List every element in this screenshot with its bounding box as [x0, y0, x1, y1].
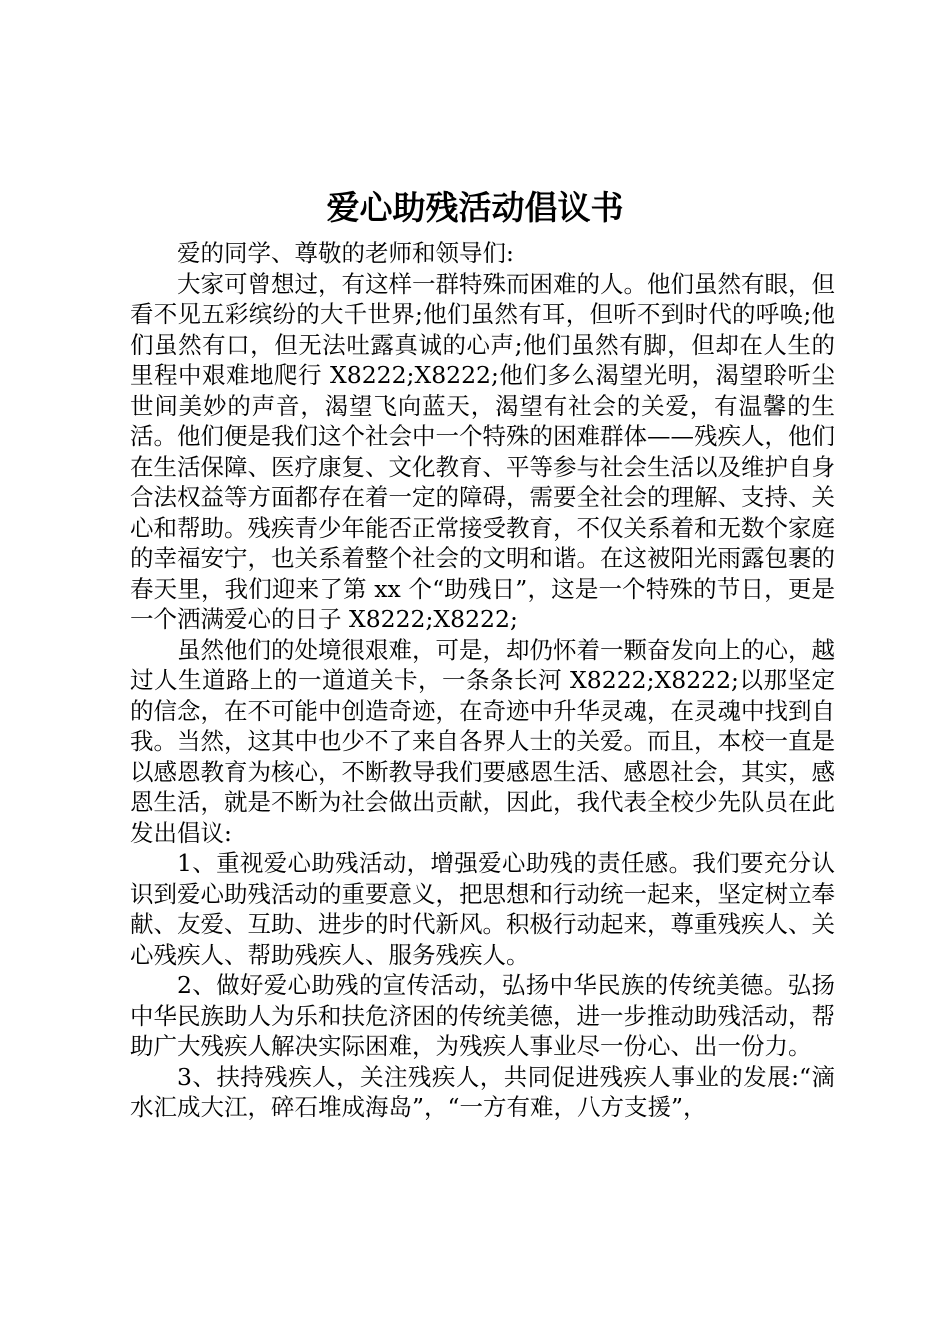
- document-title: 爱心助残活动倡议书: [326, 188, 624, 227]
- body-paragraph-2: 虽然他们的处境很艰难，可是，却仍怀着一颗奋发向上的心，越过人生道路上的一道道关卡，一条条长河 X8222;X8222;以那坚定的信念，在不可能中创造奇迹，在奇迹中升华灵魂，在灵魂中找到自我。当然，这其中也少不了来自各界人士的关爱。而且，本校一直是以感恩教育为核心，不断教导我们要感恩生活、感恩社会，其实，感恩生活，就是不断为社会做出贡献，因此，我代表全校少先队员在此发出倡议:: [130, 635, 835, 847]
- proposal-item-3: 3、扶持残疾人，关注残疾人，共同促进残疾人事业的发展:“滴水汇成大江，碎石堆成海岛”，“一方有难，八方支援”，: [130, 1062, 835, 1121]
- greeting-paragraph: 爱的同学、尊敬的老师和领导们:: [177, 239, 514, 267]
- document-body: [130, 238, 835, 1123]
- proposal-item-2: 2、做好爱心助残的宣传活动，弘扬中华民族的传统美德。弘扬中华民族助人为乐和扶危济困的传统美德，进一步推动助残活动，帮助广大残疾人解决实际困难，为残疾人事业尽一份心、出一份力。: [130, 971, 835, 1060]
- proposal-item-1: 1、重视爱心助残活动，增强爱心助残的责任感。我们要充分认识到爱心助残活动的重要意义，把思想和行动统一起来，坚定树立奉献、友爱、互助、进步的时代新风。积极行动起来，尊重残疾人、关心残疾人、帮助残疾人、服务残疾人。: [130, 849, 835, 969]
- body-paragraph-1: 大家可曾想过，有这样一群特殊而困难的人。他们虽然有眼，但看不见五彩缤纷的大千世界;他们虽然有耳，但听不到时代的呼唤;他们虽然有口，但无法吐露真诚的心声;他们虽然有脚，但却在人生的里程中艰难地爬行 X8222;X8222;他们多么渴望光明，渴望聆听尘世间美妙的声音，渴望飞向蓝天，渴望有社会的关爱，有温馨的生活。他们便是我们这个社会中一个特殊的困难群体——残疾人，他们在生活保障、医疗康复、文化教育、平等参与社会生活以及维护自身合法权益等方面都存在着一定的障碍，需要全社会的理解、支持、关心和帮助。残疾青少年能否正常接受教育，不仅关系着和无数个家庭的幸福安宁，也关系着整个社会的文明和谐。在这被阳光雨露包裹的春天里，我们迎来了第 xx 个“助残日”，这是一个特殊的节日，更是一个洒满爱心的日子 X8222;X8222;: [130, 269, 835, 633]
